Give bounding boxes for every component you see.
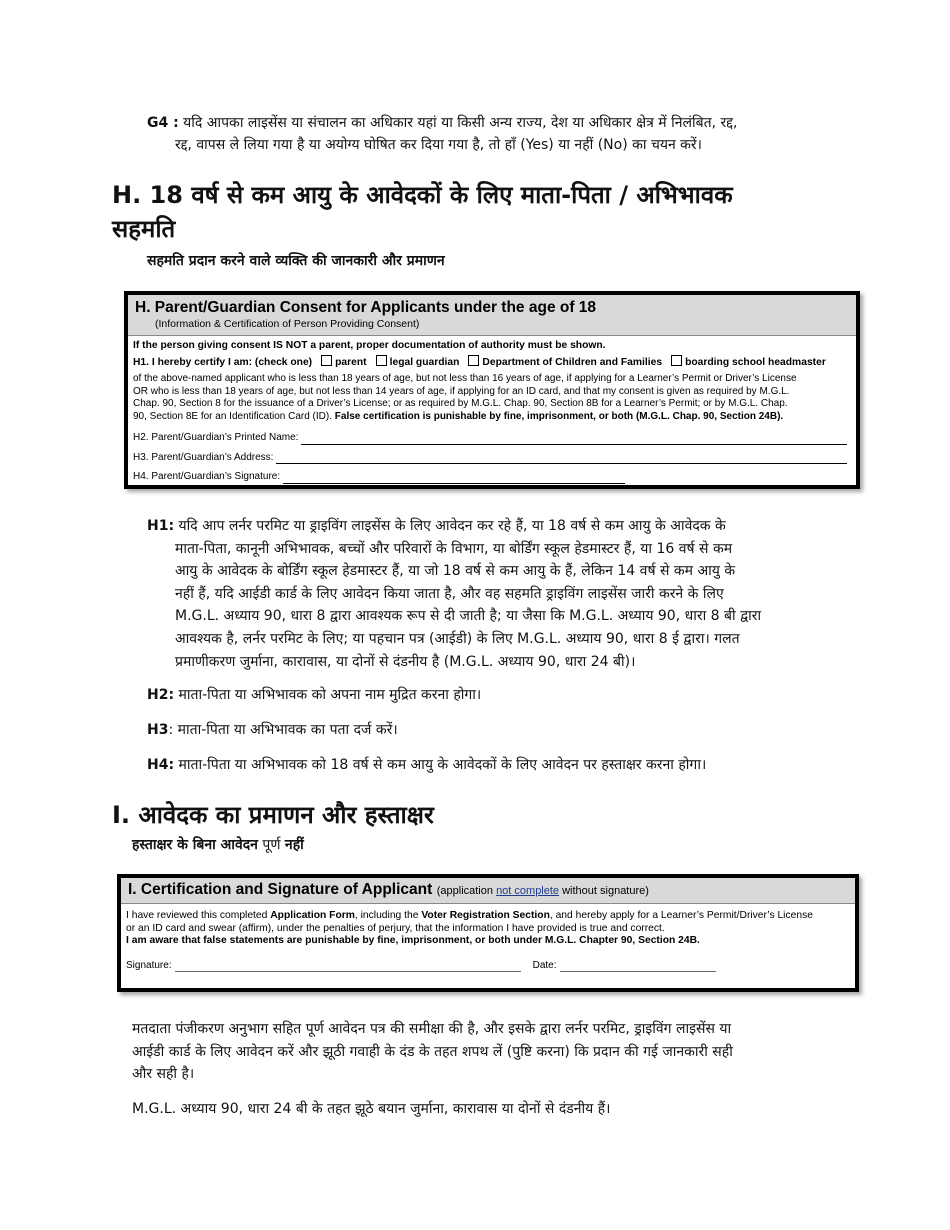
option-dcf-label: Department of Children and Families: [482, 356, 663, 368]
option-headmaster-label: boarding school headmaster: [685, 356, 826, 368]
g4-instruction: [147, 112, 837, 156]
form-h2-label: H2. Parent/Guardian’s Printed Name:: [133, 432, 299, 443]
h1-label: H1:: [147, 518, 175, 534]
form-h-body-line2: OR who is less than 18 years of age, but not less than 14 years of age, if applying for an ID card, and that my consent is given as required by M.G.L.: [133, 385, 790, 397]
form-i-line1: [126, 910, 850, 923]
form-h-subtitle: (Information & Certification of Person Providing Consent): [155, 318, 420, 330]
form-h3-field: [133, 452, 847, 465]
form-h-box: [124, 291, 860, 489]
section-i-subheading: [132, 835, 304, 854]
form-i-title: I. Certification and Signature of Applicant: [128, 881, 433, 898]
form-i-body: [121, 904, 855, 972]
h1-explanation: [147, 515, 827, 673]
g4-label: G4 :: [147, 115, 179, 131]
h4-text: माता-पिता या अभिभावक को 18 वर्ष से कम आयु के आवेदकों के लिए आवेदन पर हस्ताक्षर करना होगा।: [178, 757, 707, 773]
form-h4-input[interactable]: [283, 473, 625, 484]
form-i-line1-post: , and hereby apply for a Learner’s Permit/Driver’s License: [549, 910, 813, 921]
form-i-date-input[interactable]: [560, 961, 716, 972]
h1-line7: प्रमाणीकरण जुर्माना, कारावास, या दोनों से दंडनीय है (M.G.L. अध्याय 90, धारा 24 बी)।: [175, 653, 636, 670]
form-i-box: [117, 874, 859, 992]
h1-line6: आवश्यक है, लर्नर परमिट के लिए; या पहचान पत्र (आईडी) के लिए M.G.L. अध्याय 90, धारा 8 ई द्वारा। गलत: [175, 630, 740, 647]
section-i-explanation: [132, 1018, 852, 1086]
section-i-sub-part3: नहीं: [284, 837, 304, 853]
option-legal-guardian-label: legal guardian: [389, 356, 460, 368]
form-h-body-line4: 90, Section 8E for an Identification Card (ID).: [133, 410, 332, 422]
h1-line5: M.G.L. अध्याय 90, धारा 8 द्वारा आवश्यक रूप से दी जाती है; या जैसा कि M.G.L. अध्याय 90, धारा 8 बी द्वारा: [175, 608, 762, 625]
form-i-signature-label: Signature:: [126, 959, 172, 971]
form-i-note-post: without signature): [559, 885, 649, 897]
form-h-certification-text: [133, 373, 851, 423]
section-i-para1-line3: और सही है।: [132, 1066, 195, 1083]
form-h-h1-label: H1. I hereby certify I am: (check one): [133, 356, 313, 368]
form-i-note-pre: (application: [436, 885, 497, 897]
form-i-signature-row: [126, 960, 846, 973]
form-h-title: H. Parent/Guardian Consent for Applicants under the age of 18: [135, 299, 597, 316]
section-h-heading: [112, 178, 733, 246]
form-i-header: [121, 878, 855, 904]
g4-line1: यदि आपका लाइसेंस या संचालन का अधिकार यहां या किसी अन्य राज्य, देश या अधिकार क्षेत्र में निलंबित, रद्द,: [183, 115, 738, 131]
h4-label: H4:: [147, 757, 175, 773]
section-h-subheading: सहमति प्रदान करने वाले व्यक्ति की जानकारी और प्रमाणन: [147, 253, 445, 269]
form-h-body-line3: Chap. 90, Section 8 for the issuance of a Driver’s License; or as required by M.G.L. Chap. 90, Section 8B for a Learner’s Permit; or by M.G.L. Chap.: [133, 398, 788, 409]
form-h2-input[interactable]: [301, 434, 847, 445]
form-i-note-link: not complete: [496, 885, 560, 897]
h3-label: H3: [147, 722, 169, 738]
form-h-header: [128, 295, 856, 336]
section-i-para1-line1: मतदाता पंजीकरण अनुभाग सहित पूर्ण आवेदन पत्र की समीक्षा की है, और इसके द्वारा लर्नर परमिट, ड्राइविंग लाइसेंस या: [132, 1021, 732, 1037]
form-h4-label: H4. Parent/Guardian’s Signature:: [133, 471, 281, 482]
section-i-heading: I. आवेदक का प्रमाणन और हस्ताक्षर: [112, 801, 434, 829]
checkbox-headmaster[interactable]: [671, 355, 682, 366]
checkbox-legal-guardian[interactable]: [376, 355, 387, 366]
form-h4-field: [133, 471, 847, 484]
h2-explanation: [147, 685, 481, 704]
option-parent-label: parent: [335, 356, 367, 368]
form-i-line1-pre: I have reviewed this completed: [126, 910, 271, 921]
section-i-para2: M.G.L. अध्याय 90, धारा 24 बी के तहत झूठे बयान जुर्माना, कारावास या दोनों से दंडनीय हैं।: [132, 1101, 611, 1117]
h3-text: : माता-पिता या अभिभावक का पता दर्ज करें।: [168, 722, 398, 738]
h1-line2: माता-पिता, कानूनी अभिभावक, बच्चों और परिवारों के विभाग, या बोर्डिंग स्कूल हेडमास्टर हैं, या 16 वर्ष से कम: [175, 540, 733, 557]
checkbox-dcf[interactable]: [468, 355, 479, 366]
form-i-title-note: [437, 885, 649, 897]
h3-explanation: [147, 720, 398, 739]
section-h-heading-line1: H. 18 वर्ष से कम आयु के आवेदकों के लिए माता-पिता / अभिभावक: [112, 181, 733, 209]
form-h-notice: If the person giving consent IS NOT a parent, proper documentation of authority must be shown.: [133, 340, 606, 351]
form-h3-input[interactable]: [276, 453, 847, 464]
section-i-sub-part1: हस्ताक्षर के बिना आवेदन: [132, 837, 258, 853]
g4-line2: रद्द, वापस ले लिया गया है या अयोग्य घोषित कर दिया गया है, तो हाँ (Yes) या नहीं (No) का चयन करें।: [175, 137, 702, 153]
form-h-body: [128, 336, 856, 484]
form-i-signature-input[interactable]: [175, 961, 521, 972]
form-h-checkbox-row: [133, 355, 851, 370]
h4-explanation: [147, 755, 706, 774]
h1-line1: यदि आप लर्नर परमिट या ड्राइविंग लाइसेंस के लिए आवेदन कर रहे हैं, या 18 वर्ष से कम आयु के आवेदक के: [178, 518, 726, 534]
form-i-line1-mid: , including the: [354, 910, 422, 921]
section-i-para1-line2: आईडी कार्ड के लिए आवेदन करें और झूठी गवाही के दंड के तहत शपथ लें (पुष्टि करना) कि प्रदान की गई जानकारी सही: [132, 1043, 733, 1060]
h1-line4: नहीं हैं, यदि आईडी कार्ड के लिए आवेदन किया जाता है, और वह सहमति ड्राइविंग लाइसेंस जारी करने के लिए: [175, 585, 724, 602]
h1-line3: आयु के आवेदक के बोर्डिंग स्कूल हेडमास्टर हैं, या जो 18 वर्ष से कम आयु के हैं, लेकिन 14 वर्ष से कम आयु के: [175, 563, 736, 580]
form-i-line2: or an ID card and swear (affirm), under the penalties of perjury, that the information I have provided is true and correct.: [126, 922, 665, 934]
form-h3-label: H3. Parent/Guardian’s Address:: [133, 451, 274, 463]
form-h-body-line1: of the above-named applicant who is less than 18 years of age, but not less than 16 years of age, if applying for a Learner’s Permit or Driver’s License: [133, 373, 797, 384]
section-i-sub-part2: पूर्ण: [257, 837, 285, 853]
form-i-line1-b2: Voter Registration Section: [421, 910, 550, 921]
form-h-body-bold: False certification is punishable by fine, imprisonment, or both (M.G.L. Chap. 90, Section 24B).: [334, 410, 784, 422]
form-h2-field: [133, 432, 847, 445]
h2-label: H2:: [147, 687, 175, 703]
section-h-heading-line2: सहमति: [112, 215, 176, 243]
form-i-date-label: Date:: [532, 959, 557, 971]
form-i-line1-b1: Application Form: [270, 910, 355, 921]
form-i-line3: I am aware that false statements are punishable by fine, imprisonment, or both under M.G.L. Chapter 90, Section 24B.: [126, 935, 700, 946]
h2-text: माता-पिता या अभिभावक को अपना नाम मुद्रित करना होगा।: [178, 687, 482, 703]
checkbox-parent[interactable]: [321, 355, 332, 366]
